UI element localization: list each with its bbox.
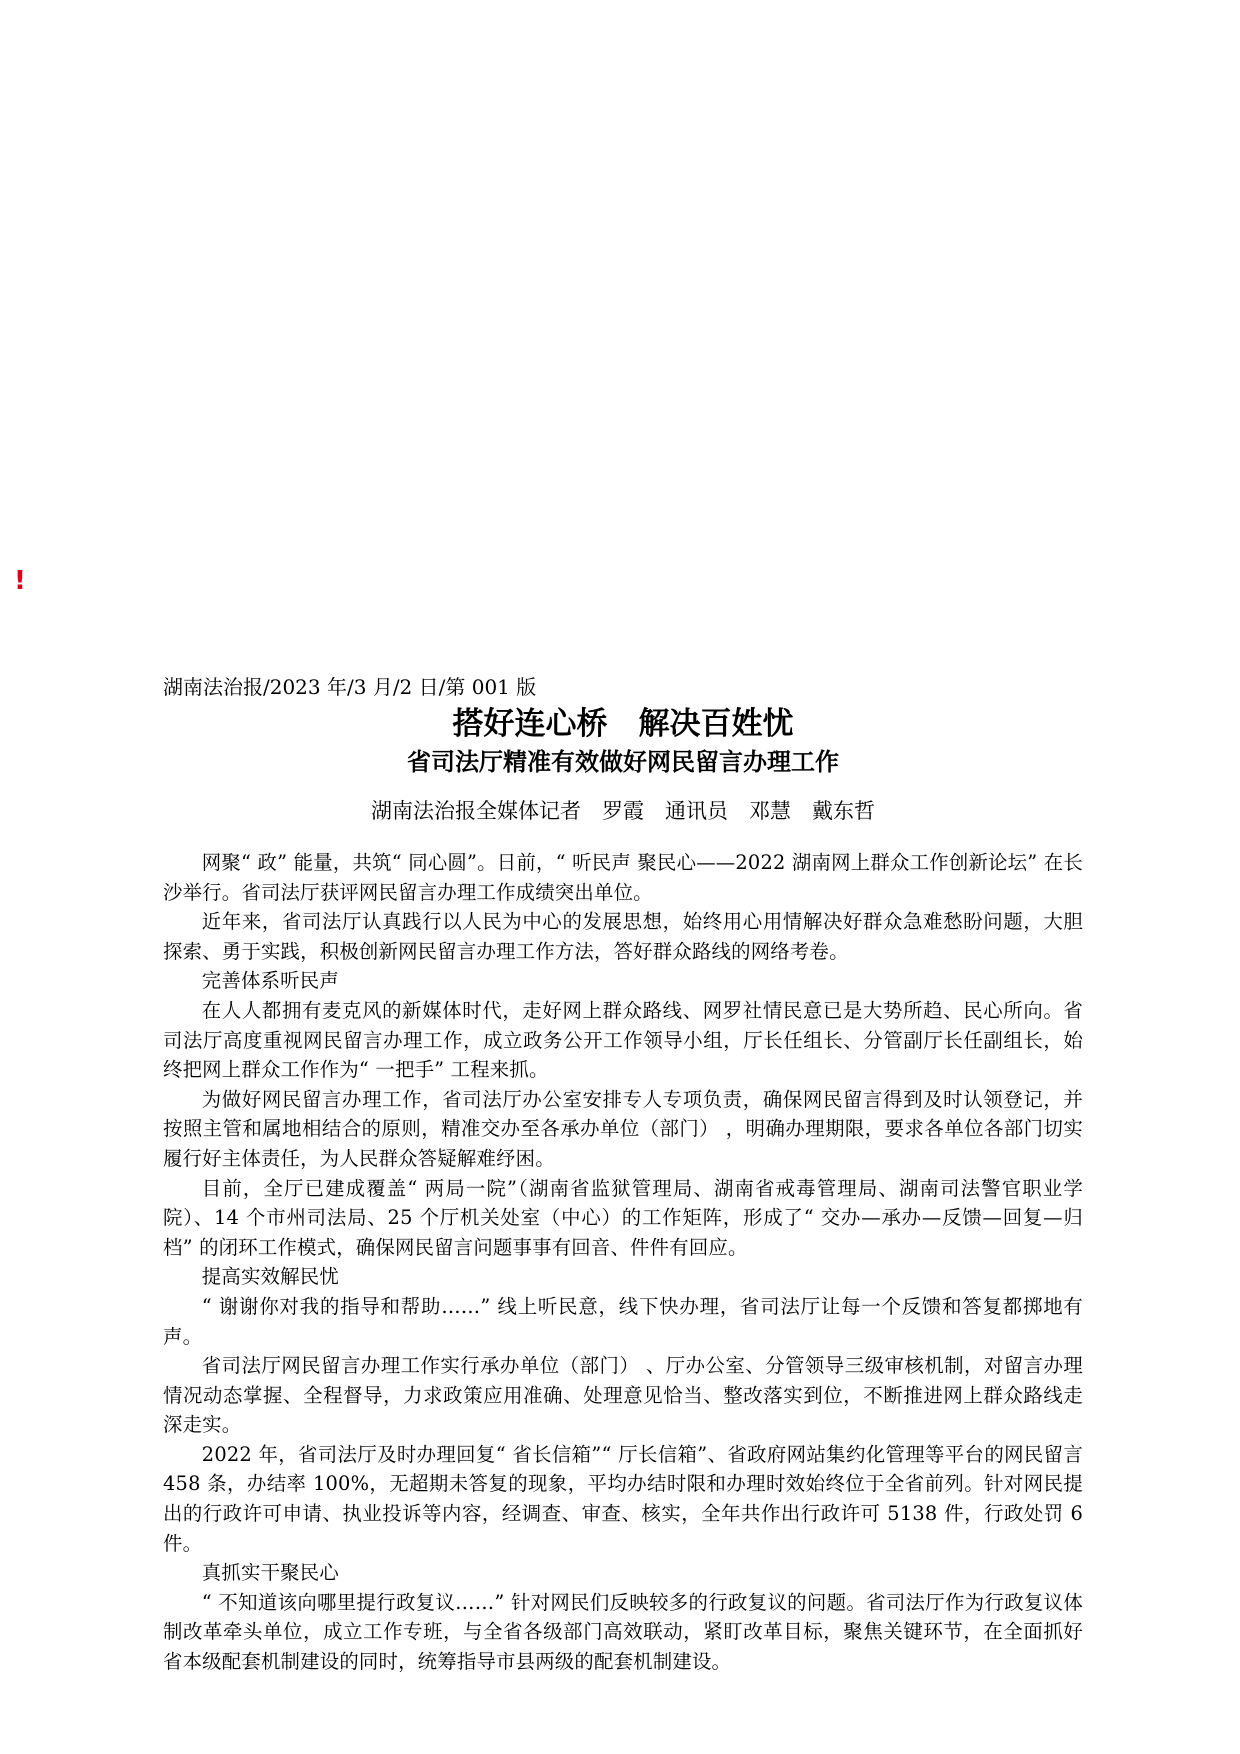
headline: 搭好连心桥 解决百姓忧	[452, 706, 794, 742]
paragraph: “ 谢谢你对我的指导和帮助……” 线上听民意，线下快办理，省司法厅让每一个反馈和答复都掷地有声。	[163, 1294, 1083, 1348]
paragraph: 在人人都拥有麦克风的新媒体时代，走好网上群众路线、网罗社情民意已是大势所趋、民心所向。省司法厅高度重视网民留言办理工作，成立政务公开工作领导小组，厅长任组长、分管副厅长任副组长，始终把网上群众工作作为“ 一把手” 工程来抓。	[163, 998, 1083, 1082]
publication-source: 湖南法治报/2023 年/3 月/2 日/第 001 版	[163, 675, 537, 699]
paragraph: 近年来，省司法厅认真践行以人民为中心的发展思想，始终用心用情解决好群众急难愁盼问题，大胆探索、勇于实践，积极创新网民留言办理工作方法，答好群众路线的网络考卷。	[163, 910, 1083, 963]
paragraph: 目前，全厅已建成覆盖“ 两局一院”（湖南省监狱管理局、湖南省戒毒管理局、湖南司法警官职业学院）、14 个市州司法局、25 个厅机关处室（中心）的工作矩阵，形成了“ 交办—承办—反馈—回复—归档” 的闭环工作模式，确保网民留言问题事事有回音、件件有回应。	[163, 1176, 1083, 1259]
paragraph: 省司法厅网民留言办理工作实行承办单位（部门） 、厅办公室、分管领导三级审核机制，对留言办理情况动态掌握、全程督导，力求政策应用准确、处理意见恰当、整改落实到位，不断推进网上群众路线走深走实。	[163, 1354, 1083, 1437]
section-heading: 真抓实干聚民心	[201, 1561, 339, 1585]
red-exclamation-mark: !	[14, 566, 26, 596]
byline: 湖南法治报全媒体记者 罗霞 通讯员 邓慧 戴东哲	[371, 799, 875, 823]
section-heading: 提高实效解民忧	[201, 1265, 339, 1289]
paragraph: 网聚“ 政” 能量，共筑“ 同心圆”。日前，“ 听民声 聚民心——2022 湖南网上群众工作创新论坛” 在长沙举行。省司法厅获评网民留言办理工作成绩突出单位。	[163, 851, 1083, 904]
section-heading: 完善体系听民声	[201, 969, 339, 993]
article-body	[163, 848, 1083, 1677]
paragraph: “ 不知道该向哪里提行政复议……” 针对网民们反映较多的行政复议的问题。省司法厅作为行政复议体制改革牵头单位，成立工作专班，与全省各级部门高效联动，紧盯改革目标，聚焦关键环节，在全面抓好省本级配套机制建设的同时，统筹指导市县两级的配套机制建设。	[163, 1590, 1083, 1674]
news-article	[163, 672, 1083, 1677]
paragraph: 2022 年，省司法厅及时办理回复“ 省长信箱”“ 厅长信箱”、省政府网站集约化管理等平台的网民留言 458 条，办结率 100%，无超期未答复的现象，平均办结时限和办理时效始终位于全省前列。针对网民提出的行政许可申请、执业投诉等内容，经调查、审查、核实，全年共作出行政许可 5138 件，行政处罚 6 件。	[163, 1442, 1083, 1555]
paragraph: 为做好网民留言办理工作，省司法厅办公室安排专人专项负责，确保网民留言得到及时认领登记，并按照主管和属地相结合的原则，精准交办至各承办单位（部门） ，明确办理期限，要求各单位各部门切实履行好主体责任，为人民群众答疑解难纾困。	[163, 1087, 1083, 1170]
subheadline: 省司法厅精准有效做好网民留言办理工作	[407, 748, 839, 776]
